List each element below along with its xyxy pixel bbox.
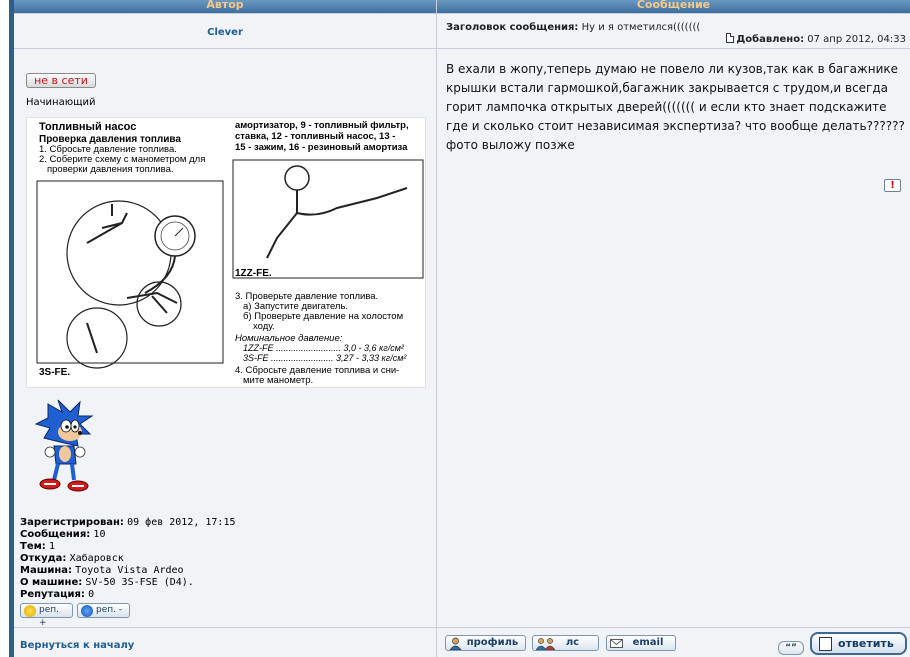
profile-key: Тем: [20, 541, 46, 552]
author-column-header: Автор [14, 0, 436, 13]
reply-button-label: ответить [838, 637, 894, 650]
profile-value: Toyota Vista Ardeo [75, 565, 184, 576]
sig-top-right-2: ставка, 12 - топливный насос, 13 - [235, 131, 396, 142]
profile-value: SV-50 3S-FSE (D4). [85, 577, 194, 588]
reply-document-icon [819, 637, 832, 651]
added-date: 07 апр 2012, 04:33 [807, 34, 906, 45]
sig-step-3: 3. Проверьте давление топлива. [235, 291, 379, 302]
subject-text: Ну и я отметился((((((( [581, 22, 701, 33]
profile-row [20, 565, 236, 577]
row-divider [14, 13, 910, 14]
sig-step-3a: а) Запустите двигатель. [243, 301, 349, 312]
row-divider [14, 48, 910, 49]
profile-row [20, 553, 236, 565]
profile-key: Машина: [20, 565, 72, 576]
profile-button[interactable] [445, 635, 526, 651]
profile-row [20, 529, 236, 541]
sig-top-right-3: 15 - зажим, 16 - резиновый амортиза [235, 142, 408, 153]
thumbs-up-icon [24, 605, 36, 617]
message-date-line [726, 33, 906, 45]
sig-step-1: 1. Сбросьте давление топлива. [39, 144, 177, 155]
signature-image [26, 117, 426, 388]
rep-minus-label: реп. - [96, 605, 123, 615]
envelope-icon [610, 637, 623, 650]
reputation-minus-button[interactable] [77, 603, 130, 618]
quote-button[interactable]: “” [778, 641, 804, 655]
private-message-button[interactable] [532, 635, 599, 651]
column-divider [436, 0, 437, 657]
profile-row [20, 577, 236, 589]
post-table [14, 0, 910, 657]
sig-step-2: 2. Соберите схему с манометром для [39, 154, 206, 165]
subject-label: Заголовок сообщения: [446, 22, 579, 33]
message-body: В ехали в жопу,теперь думаю не повело ли кузов,так как в багажнике крышки встали гармошкой,багажник закрывается с трудом,и всегда горит лампочка открытых дверей((((((( и если кто знает подскажите где и сколько стоит независимая экспертиза? что вообще делать?????? фото выложу позже [446, 62, 905, 152]
left-rail [0, 0, 13, 657]
profile-row [20, 541, 236, 553]
sig-step-2b: проверки давления топлива. [47, 164, 174, 175]
message-subject-line [446, 22, 700, 33]
message-column-header: Сообщение [437, 0, 910, 13]
profile-value: 0 [88, 589, 95, 600]
added-label: Добавлено: [736, 34, 805, 45]
profile-row [20, 517, 236, 529]
sig-label-3sfe: 3S-FE. [39, 367, 71, 378]
rep-plus-label: реп. + [39, 605, 59, 628]
profile-value: Хабаровск [69, 553, 124, 564]
sig-pressure-2: 3S-FE ......................... 3,27 - 3,33 кг/см² [243, 353, 407, 363]
profile-key: Сообщения: [20, 529, 91, 540]
sig-top-right-1: амортизатор, 9 - топливный фильтр, [235, 120, 409, 131]
user-icon [449, 637, 462, 650]
user-profile-info [20, 517, 236, 601]
sig-pressure-1: 1ZZ-FE .......................... 3,0 - 3,6 кг/см² [243, 343, 404, 353]
email-button[interactable] [606, 635, 676, 651]
fuel-pump-diagram [27, 118, 426, 388]
sig-subtitle: Проверка давления топлива [39, 134, 181, 145]
profile-button-label: профиль [466, 637, 519, 648]
profile-key: Репутация: [20, 589, 85, 600]
post-author-name[interactable]: Clever [207, 27, 243, 38]
user-rank: Начинающий [26, 97, 96, 108]
row-divider [14, 627, 910, 628]
sig-nominal: Номинальное давление: [235, 333, 343, 344]
back-to-top-link[interactable]: Вернуться к началу [20, 640, 135, 651]
post-document-icon[interactable] [726, 33, 734, 43]
profile-key: О машине: [20, 577, 83, 588]
sig-step-3b: б) Проверьте давление на холостом [243, 311, 404, 322]
profile-key: Откуда: [20, 553, 67, 564]
sig-step-4b: мите манометр. [243, 375, 314, 386]
email-button-label: email [632, 637, 664, 648]
reply-button[interactable] [810, 632, 907, 655]
sig-step-3c: ходу. [253, 321, 275, 332]
users-icon [536, 637, 556, 650]
profile-value: 1 [48, 541, 55, 552]
offline-status-button[interactable]: не в сети [26, 73, 96, 88]
profile-value: 09 фев 2012, 17:15 [127, 517, 236, 528]
reputation-plus-button[interactable] [20, 603, 73, 628]
sig-title: Топливный насос [39, 121, 137, 133]
pm-button-label: лс [565, 637, 580, 648]
profile-value: 10 [93, 529, 106, 540]
profile-row [20, 589, 236, 601]
thumbs-down-icon [81, 605, 93, 617]
profile-key: Зарегистрирован: [20, 517, 124, 528]
sonic-avatar [30, 398, 98, 496]
sig-step-4: 4. Сбросьте давление топлива и сни- [235, 365, 400, 376]
report-post-icon[interactable]: ! [884, 179, 901, 192]
sig-label-1zzfe: 1ZZ-FE. [235, 268, 272, 279]
